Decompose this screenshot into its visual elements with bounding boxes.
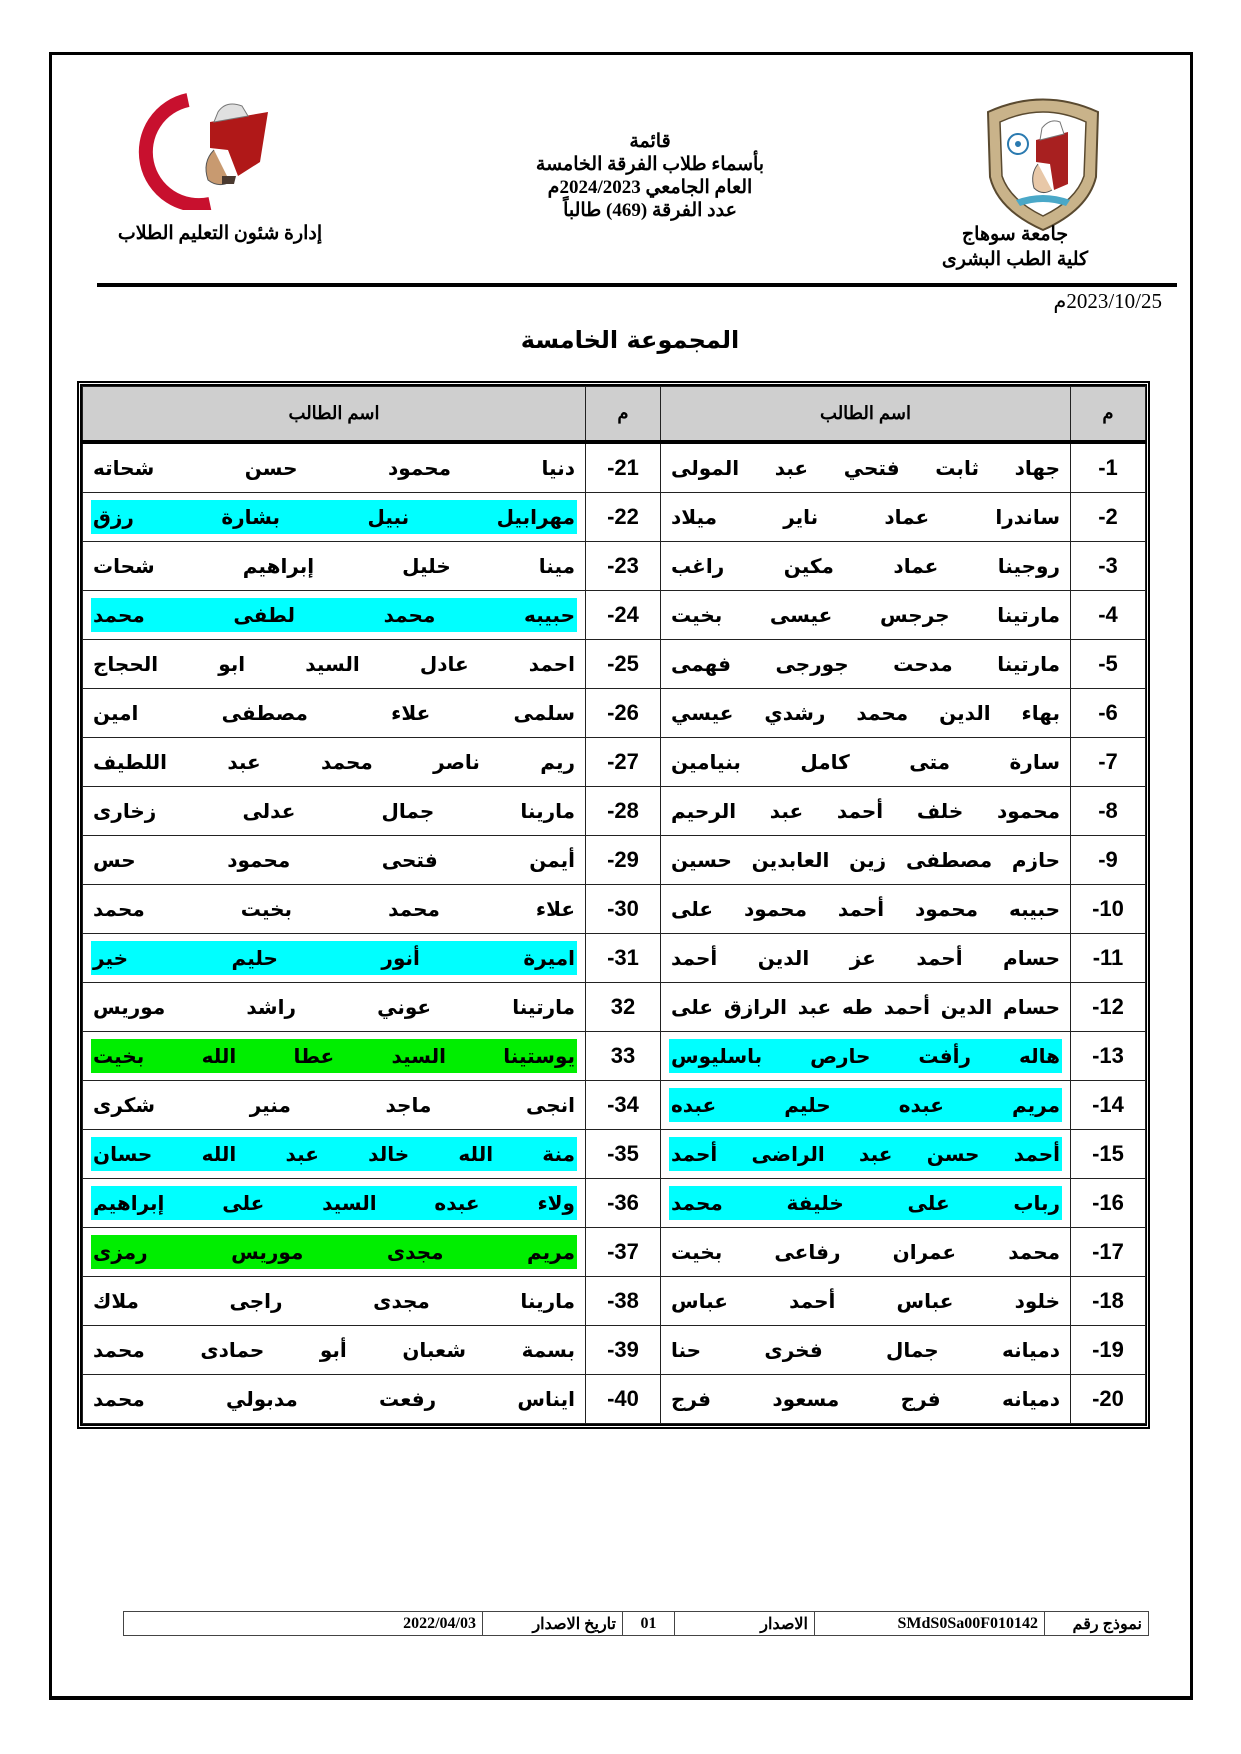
student-name: ايناس رفعت مدبولي محمد <box>93 1387 575 1411</box>
student-name-cell-right <box>661 1130 1071 1179</box>
issue-label: الاصدار <box>674 1612 814 1635</box>
student-name-cell-left <box>83 738 586 787</box>
student-name-cell-right <box>661 542 1071 591</box>
roster-grid <box>82 386 1146 1424</box>
department-name: إدارة شئون التعليم الطلاب <box>117 223 323 244</box>
row-number-left <box>586 442 661 493</box>
student-name-cell-right <box>661 787 1071 836</box>
student-name: اميرة أنور حليم خير <box>91 941 577 975</box>
student-name-cell-right <box>661 1277 1071 1326</box>
student-name: هاله رأفت حارص باسليوس <box>669 1039 1062 1073</box>
student-name-cell-left <box>83 934 586 983</box>
student-name-cell-right <box>661 885 1071 934</box>
student-name: يوستينا السيد عطا الله بخيت <box>91 1039 577 1073</box>
student-name-cell-right <box>661 1179 1071 1228</box>
row-number-text: -5 <box>1098 651 1118 676</box>
table-row <box>83 1179 1146 1228</box>
student-name: محمود خلف أحمد عبد الرحيم <box>671 799 1060 823</box>
row-number-right <box>1071 689 1146 738</box>
table-row <box>83 738 1146 787</box>
table-row <box>83 934 1146 983</box>
table-row <box>83 689 1146 738</box>
student-name-cell-right <box>661 640 1071 689</box>
row-number-right <box>1071 836 1146 885</box>
table-row <box>83 1228 1146 1277</box>
student-name: مهرابيل نبيل بشارة رزق <box>91 500 577 534</box>
student-name-cell-left <box>83 591 586 640</box>
faculty-name: كلية الطب البشرى <box>941 249 1089 270</box>
student-name: احمد عادل السيد ابو الحجاج <box>93 652 575 676</box>
row-number-text: -28 <box>607 798 639 823</box>
student-name: مارتينا عوني راشد موريس <box>93 995 575 1019</box>
row-number-text: -37 <box>607 1239 639 1264</box>
table-row <box>83 493 1146 542</box>
student-name-cell-left <box>83 983 586 1032</box>
row-number-text: -23 <box>607 553 639 578</box>
row-number-text: -3 <box>1098 553 1118 578</box>
row-number-text: -29 <box>607 847 639 872</box>
student-name-cell-left <box>83 1375 586 1424</box>
row-number-right <box>1071 738 1146 787</box>
row-number-left <box>586 493 661 542</box>
student-name-cell-right <box>661 591 1071 640</box>
student-name: مينا خليل إبراهيم شحات <box>93 554 575 578</box>
row-number-text: -6 <box>1098 700 1118 725</box>
student-name: مارينا جمال عدلى زخارى <box>93 799 575 823</box>
student-name: رباب على خليفة محمد <box>669 1186 1062 1220</box>
student-name: مريم مجدى موريس رمزى <box>91 1235 577 1269</box>
student-name-cell-left <box>83 1081 586 1130</box>
student-name-cell-left <box>83 1228 586 1277</box>
student-name-cell-left <box>83 442 586 493</box>
student-name: دميانه فرج مسعود فرج <box>671 1387 1060 1411</box>
row-number-left <box>586 1032 661 1081</box>
row-number-text: -9 <box>1098 847 1118 872</box>
table-row <box>83 542 1146 591</box>
issue-date: 2022/04/03 <box>403 1614 476 1632</box>
row-number-text: -36 <box>607 1190 639 1215</box>
row-number-left <box>586 591 661 640</box>
student-name: محمد عمران رفاعى بخيت <box>671 1240 1060 1264</box>
row-number-text: -15 <box>1092 1141 1124 1166</box>
student-name-cell-right <box>661 493 1071 542</box>
row-number-right <box>1071 591 1146 640</box>
row-number-left <box>586 1081 661 1130</box>
student-name: مارتينا مدحت جورجى فهمى <box>671 652 1060 676</box>
student-name-cell-left <box>83 1179 586 1228</box>
student-name: علاء محمد بخيت محمد <box>93 897 575 921</box>
student-name-cell-right <box>661 1326 1071 1375</box>
class-count: عدد الفرقة (469) طالباً <box>563 200 737 221</box>
table-row <box>83 787 1146 836</box>
row-number-text: -18 <box>1092 1288 1124 1313</box>
row-number-text: -34 <box>607 1092 639 1117</box>
row-number-right <box>1071 1277 1146 1326</box>
row-number-text: -19 <box>1092 1337 1124 1362</box>
student-name-cell-right <box>661 983 1071 1032</box>
row-number-text: -22 <box>607 504 639 529</box>
student-name: أحمد حسن عبد الراضى أحمد <box>669 1137 1062 1171</box>
row-number-text: -7 <box>1098 749 1118 774</box>
table-row <box>83 1277 1146 1326</box>
row-number-text: -26 <box>607 700 639 725</box>
row-number-text: -11 <box>1092 945 1124 970</box>
row-number-left <box>586 1375 661 1424</box>
header-num-left: م <box>586 387 661 443</box>
faculty-of-medicine-logo <box>118 92 304 210</box>
student-name-cell-left <box>83 640 586 689</box>
row-number-text: 33 <box>610 1043 636 1068</box>
student-name-cell-left <box>83 542 586 591</box>
student-name-cell-right <box>661 1081 1071 1130</box>
row-number-right <box>1071 1375 1146 1424</box>
student-name: مريم عبده حليم عبده <box>669 1088 1062 1122</box>
table-row <box>83 1130 1146 1179</box>
form-code: SMdS0Sa00F010142 <box>897 1614 1038 1632</box>
row-number-left <box>586 1179 661 1228</box>
row-number-left <box>586 1277 661 1326</box>
row-number-left <box>586 689 661 738</box>
student-name-cell-left <box>83 1326 586 1375</box>
issue-date-label: تاريخ الاصدار <box>482 1612 622 1635</box>
row-number-text: -17 <box>1092 1239 1124 1264</box>
student-name: روجينا عماد مكين راغب <box>671 554 1060 578</box>
row-number-right <box>1071 787 1146 836</box>
table-row <box>83 885 1146 934</box>
form-number-value <box>814 1612 1044 1635</box>
row-number-text: -16 <box>1092 1190 1124 1215</box>
row-number-text: -39 <box>607 1337 639 1362</box>
student-roster-table <box>77 381 1150 1429</box>
university-name: جامعة سوهاج <box>961 224 1069 245</box>
student-name-cell-right <box>661 1032 1071 1081</box>
row-number-text: -4 <box>1098 602 1118 627</box>
row-number-left <box>586 787 661 836</box>
row-number-text: 32 <box>610 994 636 1019</box>
student-name: ريم ناصر محمد عبد اللطيف <box>93 750 575 774</box>
row-number-right <box>1071 542 1146 591</box>
row-number-text: -14 <box>1092 1092 1124 1117</box>
form-number-label: نموذج رقم <box>1044 1612 1148 1635</box>
student-name: حبيبه محمد لطفى محمد <box>91 598 577 632</box>
form-footer <box>123 1611 1149 1636</box>
student-name: منة الله خالد عبد الله حسان <box>91 1137 577 1171</box>
row-number-right <box>1071 1032 1146 1081</box>
document-title-block <box>440 130 860 222</box>
header-divider <box>97 283 1177 287</box>
student-name-cell-left <box>83 1130 586 1179</box>
university-name-block <box>900 222 1130 272</box>
student-name: بسمة شعبان أبو حمادى محمد <box>93 1338 575 1362</box>
row-number-right <box>1071 983 1146 1032</box>
row-number-text: -40 <box>607 1386 639 1411</box>
row-number-left <box>586 885 661 934</box>
student-name: جهاد ثابت فتحي عبد المولى <box>671 456 1060 480</box>
header-num-right: م <box>1071 387 1146 443</box>
student-name-cell-right <box>661 1228 1071 1277</box>
row-number-right <box>1071 1326 1146 1375</box>
table-row <box>83 1081 1146 1130</box>
student-name: سلمى علاء مصطفى امين <box>93 701 575 725</box>
row-number-text: -8 <box>1098 798 1118 823</box>
row-number-right <box>1071 1130 1146 1179</box>
student-name-cell-left <box>83 1277 586 1326</box>
header-name-right: اسم الطالب <box>661 387 1071 443</box>
student-name: مارينا مجدى راجى ملاك <box>93 1289 575 1313</box>
student-name: سارة متى كامل بنيامين <box>671 750 1060 774</box>
student-name-cell-left <box>83 1032 586 1081</box>
academic-year: العام الجامعي 2024/2023م <box>547 177 753 198</box>
row-number-right <box>1071 1081 1146 1130</box>
row-number-text: -12 <box>1092 994 1124 1019</box>
row-number-text: -38 <box>607 1288 639 1313</box>
table-row <box>83 836 1146 885</box>
table-header-row <box>83 387 1146 443</box>
table-row <box>83 983 1146 1032</box>
student-name-cell-left <box>83 836 586 885</box>
row-number-text: -2 <box>1098 504 1118 529</box>
header-name-left: اسم الطالب <box>83 387 586 443</box>
title-line-2: بأسماء طلاب الفرقة الخامسة <box>535 154 765 175</box>
table-row <box>83 1375 1146 1424</box>
student-name-cell-right <box>661 1375 1071 1424</box>
table-row <box>83 591 1146 640</box>
student-name-cell-left <box>83 787 586 836</box>
table-row <box>83 640 1146 689</box>
student-name: حبيبه محمود أحمد محمود على <box>671 897 1060 921</box>
student-name-cell-left <box>83 885 586 934</box>
table-row <box>83 1326 1146 1375</box>
row-number-right <box>1071 885 1146 934</box>
title-line-1: قائمة <box>629 131 671 152</box>
table-row <box>83 1032 1146 1081</box>
student-name: بهاء الدين محمد رشدي عيسي <box>671 701 1060 725</box>
row-number-text: -35 <box>607 1141 639 1166</box>
student-name: حسام أحمد عز الدين أحمد <box>671 946 1060 970</box>
student-name: دنيا محمود حسن شحاته <box>93 456 575 480</box>
student-name-cell-right <box>661 442 1071 493</box>
row-number-right <box>1071 934 1146 983</box>
row-number-text: -25 <box>607 651 639 676</box>
student-name-cell-right <box>661 836 1071 885</box>
student-name: ولاء عبده السيد على إبراهيم <box>91 1186 577 1220</box>
row-number-text: -20 <box>1092 1386 1124 1411</box>
row-number-left <box>586 542 661 591</box>
student-name: ساندرا عماد ناير ميلاد <box>671 505 1060 529</box>
row-number-text: -1 <box>1098 455 1118 480</box>
row-number-text: -21 <box>607 455 639 480</box>
student-name-cell-left <box>83 493 586 542</box>
issue-value: 01 <box>622 1612 674 1635</box>
row-number-right <box>1071 442 1146 493</box>
row-number-text: -24 <box>607 602 639 627</box>
row-number-right <box>1071 1228 1146 1277</box>
row-number-text: -13 <box>1092 1043 1124 1068</box>
student-name: أيمن فتحى محمود حس <box>93 848 575 872</box>
row-number-left <box>586 983 661 1032</box>
student-name: حازم مصطفى زين العابدين حسين <box>671 848 1060 872</box>
student-name-cell-right <box>661 738 1071 787</box>
group-title: المجموعة الخامسة <box>520 326 740 354</box>
row-number-left <box>586 640 661 689</box>
row-number-left <box>586 738 661 787</box>
row-number-right <box>1071 493 1146 542</box>
row-number-left <box>586 1326 661 1375</box>
student-name: دميانه جمال فخرى حنا <box>671 1338 1060 1362</box>
student-name: انجى ماجد منير شكرى <box>93 1093 575 1117</box>
document-date: 2023/10/25م <box>1053 289 1162 313</box>
row-number-text: -31 <box>607 945 639 970</box>
row-number-text: -27 <box>607 749 639 774</box>
row-number-left <box>586 934 661 983</box>
row-number-right <box>1071 1179 1146 1228</box>
student-name: حسام الدين أحمد طه عبد الرازق على <box>671 995 1060 1019</box>
row-number-left <box>586 1130 661 1179</box>
issue-date-value <box>124 1612 482 1635</box>
student-name-cell-right <box>661 689 1071 738</box>
student-name: خلود عباس أحمد عباس <box>671 1289 1060 1313</box>
student-name-cell-left <box>83 689 586 738</box>
university-crest-logo <box>968 92 1118 232</box>
row-number-left <box>586 836 661 885</box>
row-number-right <box>1071 640 1146 689</box>
row-number-text: -30 <box>607 896 639 921</box>
row-number-left <box>586 1228 661 1277</box>
student-name: مارتينا جرجس عيسى بخيت <box>671 603 1060 627</box>
row-number-text: -10 <box>1092 896 1124 921</box>
table-row <box>83 442 1146 493</box>
student-name-cell-right <box>661 934 1071 983</box>
